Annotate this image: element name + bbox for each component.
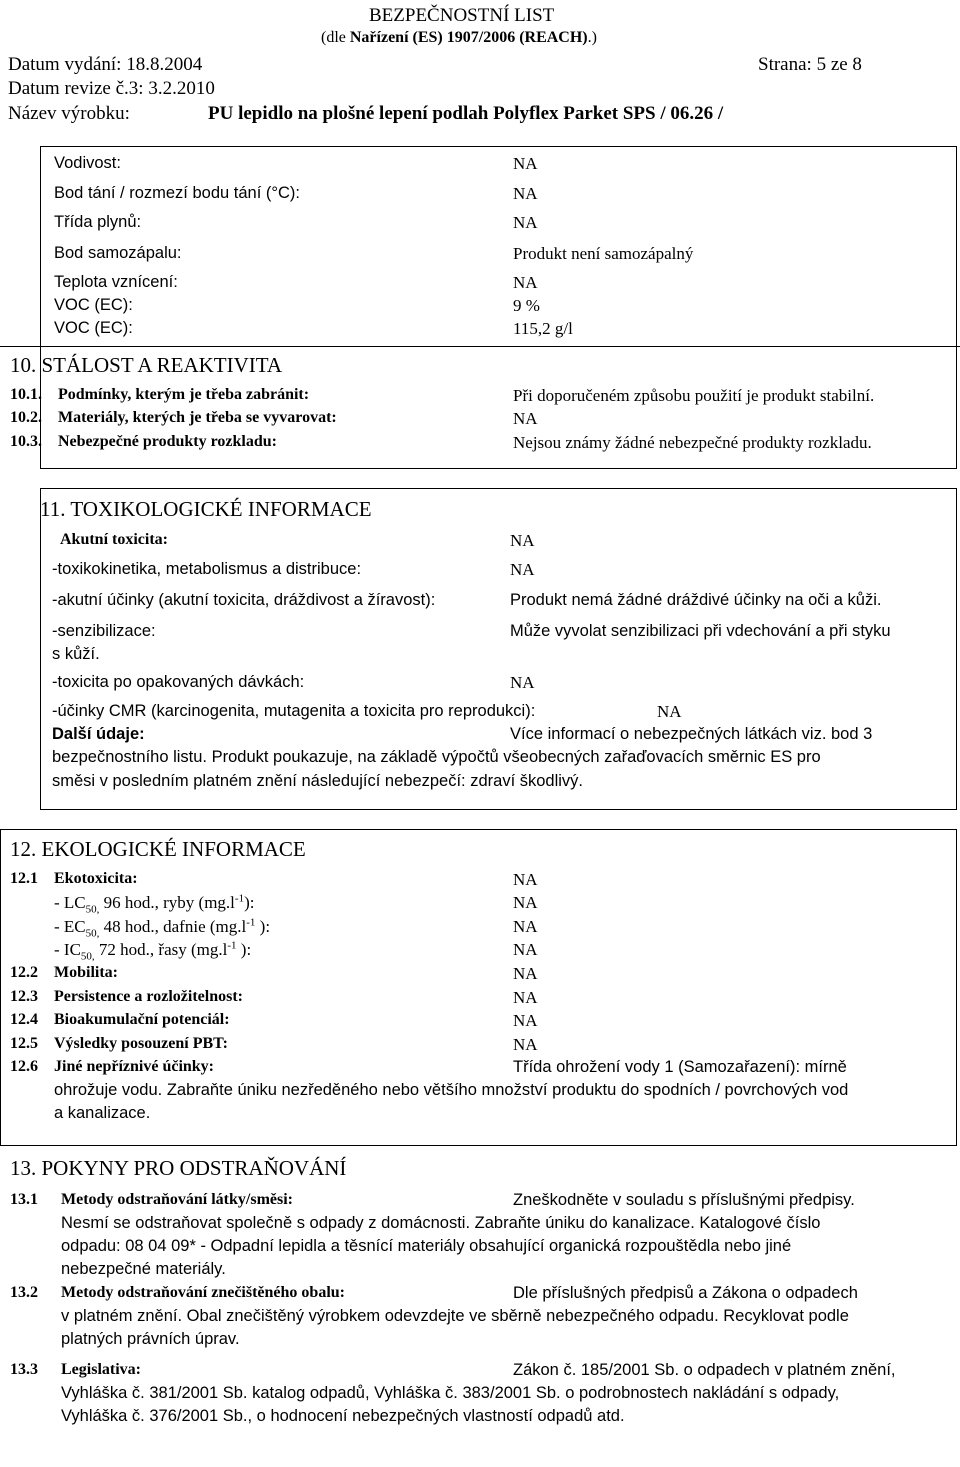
ic50-value: NA (513, 940, 538, 959)
section-13-title: 13. POKYNY PRO ODSTRAŇOVÁNÍ (10, 1156, 347, 1180)
subtitle-suffix: .) (587, 29, 597, 46)
ec50-label (54, 916, 271, 940)
s12-1-label: Ekotoxicita: (54, 870, 138, 887)
s13-1-line-2: Nesmí se odstraňovat společně s odpady z domácnosti. Zabraňte úniku do kanalizace. Katalogové číslo (61, 1214, 821, 1232)
voc-gl-value: 115,2 g/l (513, 319, 573, 338)
s13-1-number: 13.1 (10, 1191, 38, 1208)
ec50-superscript: -1 (246, 916, 256, 929)
s12-3-value: NA (513, 988, 538, 1007)
lc50-superscript: -1 (234, 892, 245, 905)
lc50-text: 96 hod., ryby (mg.l (99, 893, 235, 912)
document-subtitle (321, 30, 597, 46)
s10-1-label: Podmínky, kterým je třeba zabránit: (58, 386, 310, 403)
ic50-prefix: - IC (54, 940, 81, 959)
s10-1-value: Při doporučeném způsobu použití je produkt stabilní. (513, 386, 875, 405)
lc50-label (54, 892, 255, 916)
sensitization-value: Může vyvolat senzibilizaci při vdechování a při styku (510, 622, 891, 640)
lc50-suffix: ): (244, 893, 255, 912)
product-label: Název výrobku: (8, 103, 130, 124)
ec50-suffix: ): (255, 917, 271, 936)
s12-1-value: NA (513, 870, 538, 889)
product-name: PU lepidlo na plošné lepení podlah Polyflex Parket SPS / 06.26 / (208, 103, 724, 124)
cmr-value: NA (657, 702, 682, 721)
ec50-text: 48 hod., dafnie (mg.l (99, 917, 247, 936)
s13-1-line-3: odpadu: 08 04 09* - Odpadní lepidla a těsnící materiály obsahující organická rozpouštědla nebo jiné (61, 1237, 792, 1255)
s10-3-value: Nejsou známy žádné nebezpečné produkty rozkladu. (513, 433, 872, 452)
s10-3-label: Nebezpečné produkty rozkladu: (58, 433, 277, 450)
autoignition-value: Produkt není samozápalný (513, 244, 694, 263)
s10-2-number: 10.2. (10, 409, 42, 426)
acute-toxicity-label: Akutní toxicita: (60, 531, 168, 548)
ic50-subscript: 50, (80, 950, 95, 963)
lc50-value: NA (513, 893, 538, 912)
acute-toxicity-value: NA (510, 531, 535, 550)
issue-date: Datum vydání: 18.8.2004 (8, 54, 203, 75)
s12-6-line-3: a kanalizace. (54, 1104, 151, 1122)
gas-class-label: Třída plynů: (54, 213, 142, 231)
s13-2-label: Metody odstraňování znečištěného obalu: (61, 1284, 345, 1301)
ec50-value: NA (513, 917, 538, 936)
section-divider (0, 346, 960, 347)
s12-1-number: 12.1 (10, 870, 38, 887)
toxicokinetics-label: -toxikokinetika, metabolismus a distribuce: (52, 560, 362, 578)
melting-value: NA (513, 184, 538, 203)
s13-1-value: Zneškodněte v souladu s příslušnými předpisy. (513, 1191, 855, 1209)
voc-percent-label: VOC (EC): (54, 296, 133, 314)
conductivity-value: NA (513, 154, 538, 173)
s13-3-label: Legislativa: (61, 1361, 141, 1378)
subtitle-prefix: (dle (321, 29, 350, 46)
s12-2-label: Mobilita: (54, 964, 118, 981)
s13-3-number: 13.3 (10, 1361, 38, 1378)
s12-6-label: Jiné nepříznivé účinky: (54, 1058, 215, 1075)
s10-1-number: 10.1. (10, 386, 42, 403)
cmr-label: -účinky CMR (karcinogenita, mutagenita a toxicita pro reprodukci): (52, 702, 536, 720)
s13-2-line-2: v platném znění. Obal znečištěný výrobkem odevzdejte ve sběrně nebezpečného odpadu. Recyklovat podle (61, 1307, 849, 1325)
s13-1-line-4: nebezpečné materiály. (61, 1260, 226, 1278)
s13-3-line-3: Vyhláška č. 376/2001 Sb., o hodnocení nebezpečných vlastností odpadů atd. (61, 1407, 625, 1425)
ic50-label (54, 939, 252, 963)
autoignition-label: Bod samozápalu: (54, 244, 182, 262)
s12-6-value: Třída ohrožení vody 1 (Samozařazení): mírně (513, 1058, 847, 1076)
s12-6-line-2: ohrožuje vodu. Zabraňte úniku nezředěného nebo většího množství produktu do spodních / povrchových vod (54, 1081, 849, 1099)
s13-1-label: Metody odstraňování látky/směsi: (61, 1191, 293, 1208)
s10-2-label: Materiály, kterých je třeba se vyvarovat: (58, 409, 337, 426)
other-info-label: Další údaje: (52, 725, 145, 743)
ic50-superscript: -1 (227, 939, 237, 952)
s10-2-value: NA (513, 409, 538, 428)
s12-4-label: Bioakumulační potenciál: (54, 1011, 230, 1028)
s12-6-number: 12.6 (10, 1058, 38, 1075)
s12-5-value: NA (513, 1035, 538, 1054)
sensitization-label: -senzibilizace: (52, 622, 156, 640)
lc50-prefix: - LC (54, 893, 86, 912)
s12-3-label: Persistence a rozložitelnost: (54, 988, 243, 1005)
section-12-title: 12. EKOLOGICKÉ INFORMACE (10, 837, 306, 861)
ignition-temp-label: Teplota vznícení: (54, 273, 178, 291)
ic50-suffix: ): (236, 940, 252, 959)
s12-5-number: 12.5 (10, 1035, 38, 1052)
sensitization-continuation: s kůží. (52, 645, 100, 663)
s12-3-number: 12.3 (10, 988, 38, 1005)
revision-date: Datum revize č.3: 3.2.2010 (8, 78, 215, 99)
section-11-title: 11. TOXIKOLOGICKÉ INFORMACE (40, 497, 372, 521)
s10-3-number: 10.3. (10, 433, 42, 450)
repeated-dose-value: NA (510, 673, 535, 692)
other-info-line-3: směsi v posledním platném znění následující nebezpečí: zdraví škodlivý. (52, 772, 584, 790)
voc-percent-value: 9 % (513, 296, 540, 315)
ec50-subscript: 50, (85, 927, 100, 940)
lc50-subscript: 50, (85, 903, 100, 916)
other-info-value: Více informací o nebezpečných látkách viz. bod 3 (510, 725, 873, 743)
gas-class-value: NA (513, 213, 538, 232)
voc-gl-label: VOC (EC): (54, 319, 133, 337)
other-info-line-2: bezpečnostního listu. Produkt poukazuje, na základě výpočtů všeobecných zařaďovacích směrnic ES pro (52, 748, 821, 766)
s13-2-number: 13.2 (10, 1284, 38, 1301)
s12-2-value: NA (513, 964, 538, 983)
regulation-reference: Nařízení (ES) 1907/2006 (REACH) (349, 29, 588, 46)
ignition-temp-value: NA (513, 273, 538, 292)
s13-2-line-3: platných právních úprav. (61, 1330, 240, 1348)
repeated-dose-label: -toxicita po opakovaných dávkách: (52, 673, 305, 691)
document-title: BEZPEČNOSTNÍ LIST (369, 5, 555, 26)
toxicokinetics-value: NA (510, 560, 535, 579)
acute-effects-value: Produkt nemá žádné dráždivé účinky na oči a kůži. (510, 591, 882, 609)
melting-label: Bod tání / rozmezí bodu tání (°C): (54, 184, 300, 202)
s13-2-value: Dle příslušných předpisů a Zákona o odpadech (513, 1284, 858, 1302)
s13-3-line-2: Vyhláška č. 381/2001 Sb. katalog odpadů, Vyhláška č. 383/2001 Sb. o podrobnostech nakládání s odpady, (61, 1384, 840, 1402)
s12-4-value: NA (513, 1011, 538, 1030)
s13-3-value: Zákon č. 185/2001 Sb. o odpadech v platném znění, (513, 1361, 896, 1379)
s12-5-label: Výsledky posouzení PBT: (54, 1035, 228, 1052)
conductivity-label: Vodivost: (54, 154, 121, 172)
ec50-prefix: - EC (54, 917, 86, 936)
section-10-title: 10. STÁLOST A REAKTIVITA (10, 353, 283, 377)
acute-effects-label: -akutní účinky (akutní toxicita, dráždivost a žíravost): (52, 591, 436, 609)
s12-2-number: 12.2 (10, 964, 38, 981)
ic50-text: 72 hod., řasy (mg.l (94, 940, 228, 959)
page-number: Strana: 5 ze 8 (758, 54, 862, 75)
s12-4-number: 12.4 (10, 1011, 38, 1028)
